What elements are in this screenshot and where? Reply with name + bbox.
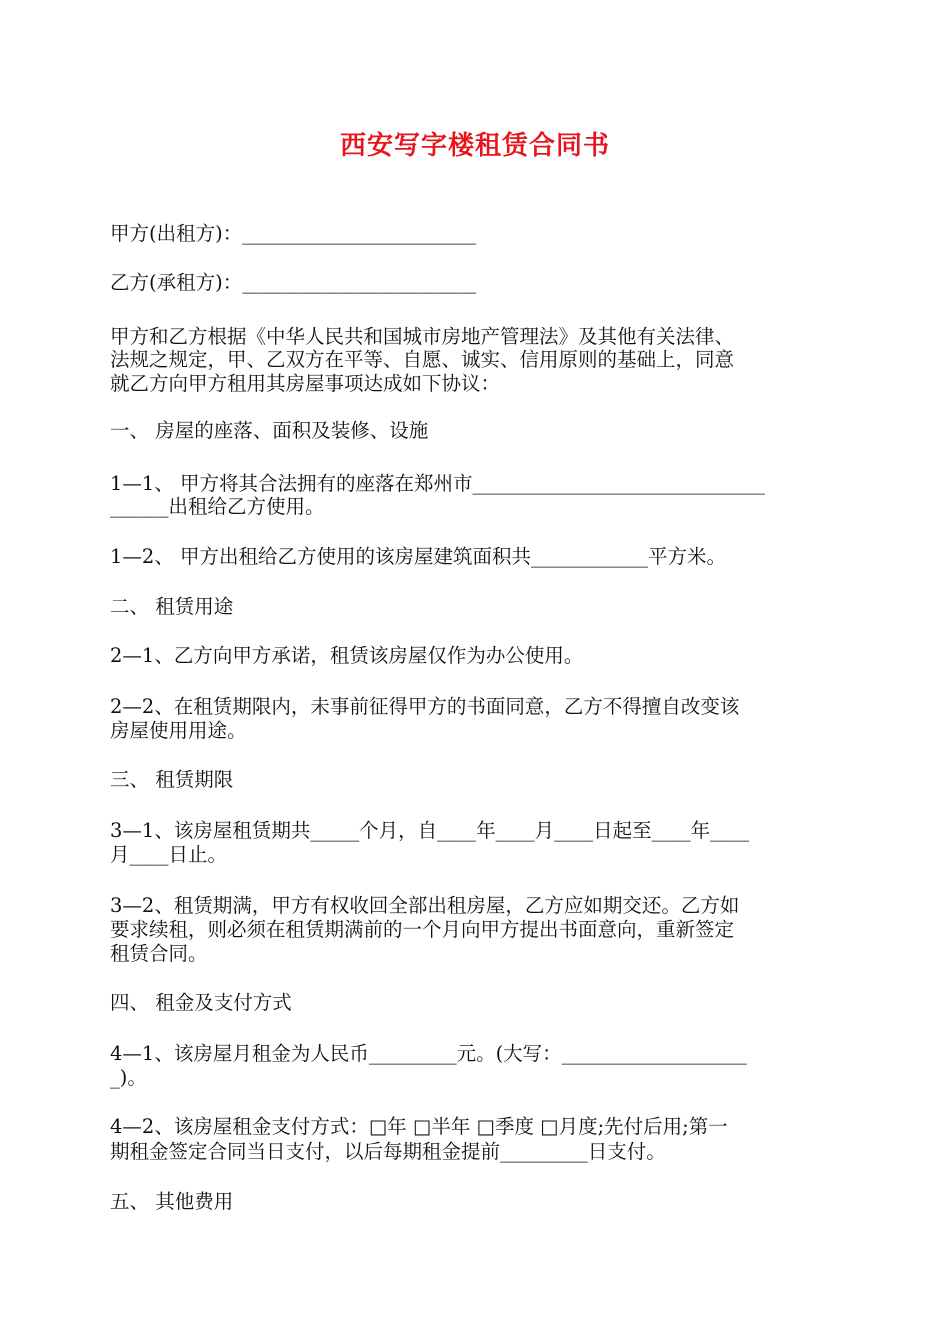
clause-4-1-line-1: 4—1、该房屋月租金为人民币_________元。(大写：___________________ — [110, 1042, 747, 1065]
clause-2-2-line-1: 2—2、在租赁期限内，未事前征得甲方的书面同意，乙方不得擅自改变该 — [110, 695, 740, 718]
clause-2-1: 2—1、乙方向甲方承诺，租赁该房屋仅作为办公使用。 — [110, 644, 584, 667]
clause-3-2-line-1: 3—2、租赁期满，甲方有权收回全部出租房屋，乙方应如期交还。乙方如 — [110, 894, 740, 917]
party-a-line: 甲方(出租方)：________________________ — [110, 222, 477, 245]
clause-4-2-line-1: 4—2、该房屋租金支付方式：□年 □半年 □季度 □月度;先付后用;第一 — [110, 1115, 728, 1138]
intro-line-1: 甲方和乙方根据《中华人民共和国城市房地产管理法》及其他有关法律、 — [110, 325, 735, 348]
clause-2-2-line-2: 房屋使用用途。 — [110, 719, 247, 742]
section-heading-2: 二、 租赁用途 — [110, 595, 234, 618]
clause-4-2-line-2: 期租金签定合同当日支付，以后每期租金提前_________日支付。 — [110, 1140, 666, 1163]
section-heading-1: 一、 房屋的座落、面积及装修、设施 — [110, 419, 429, 442]
clause-3-1-line-2: 月____日止。 — [110, 843, 228, 866]
clause-1-1-line-1: 1—1、 甲方将其合法拥有的座落在郑州市______________________________ — [110, 472, 766, 495]
intro-line-3: 就乙方向甲方租用其房屋事项达成如下协议： — [110, 372, 501, 395]
clause-1-1-line-2: ______出租给乙方使用。 — [110, 495, 325, 518]
clause-1-2: 1—2、 甲方出租给乙方使用的该房屋建筑面积共____________平方米。 — [110, 545, 727, 568]
section-heading-4: 四、 租金及支付方式 — [110, 991, 292, 1014]
clause-3-1-line-1: 3—1、该房屋租赁期共_____个月，自____年____月____日起至____年____ — [110, 819, 750, 842]
section-heading-5: 五、 其他费用 — [110, 1190, 234, 1213]
clause-3-2-line-2: 要求续租，则必须在租赁期满前的一个月向甲方提出书面意向，重新签定 — [110, 918, 735, 941]
section-heading-3: 三、 租赁期限 — [110, 768, 234, 791]
intro-line-2: 法规之规定，甲、乙双方在平等、自愿、诚实、信用原则的基础上，同意 — [110, 348, 735, 371]
clause-3-2-line-3: 租赁合同。 — [110, 942, 208, 965]
document-title: 西安写字楼租赁合同书 — [339, 131, 610, 161]
party-b-line: 乙方(承租方)：________________________ — [110, 271, 477, 294]
clause-4-1-line-2: _)。 — [110, 1066, 147, 1089]
